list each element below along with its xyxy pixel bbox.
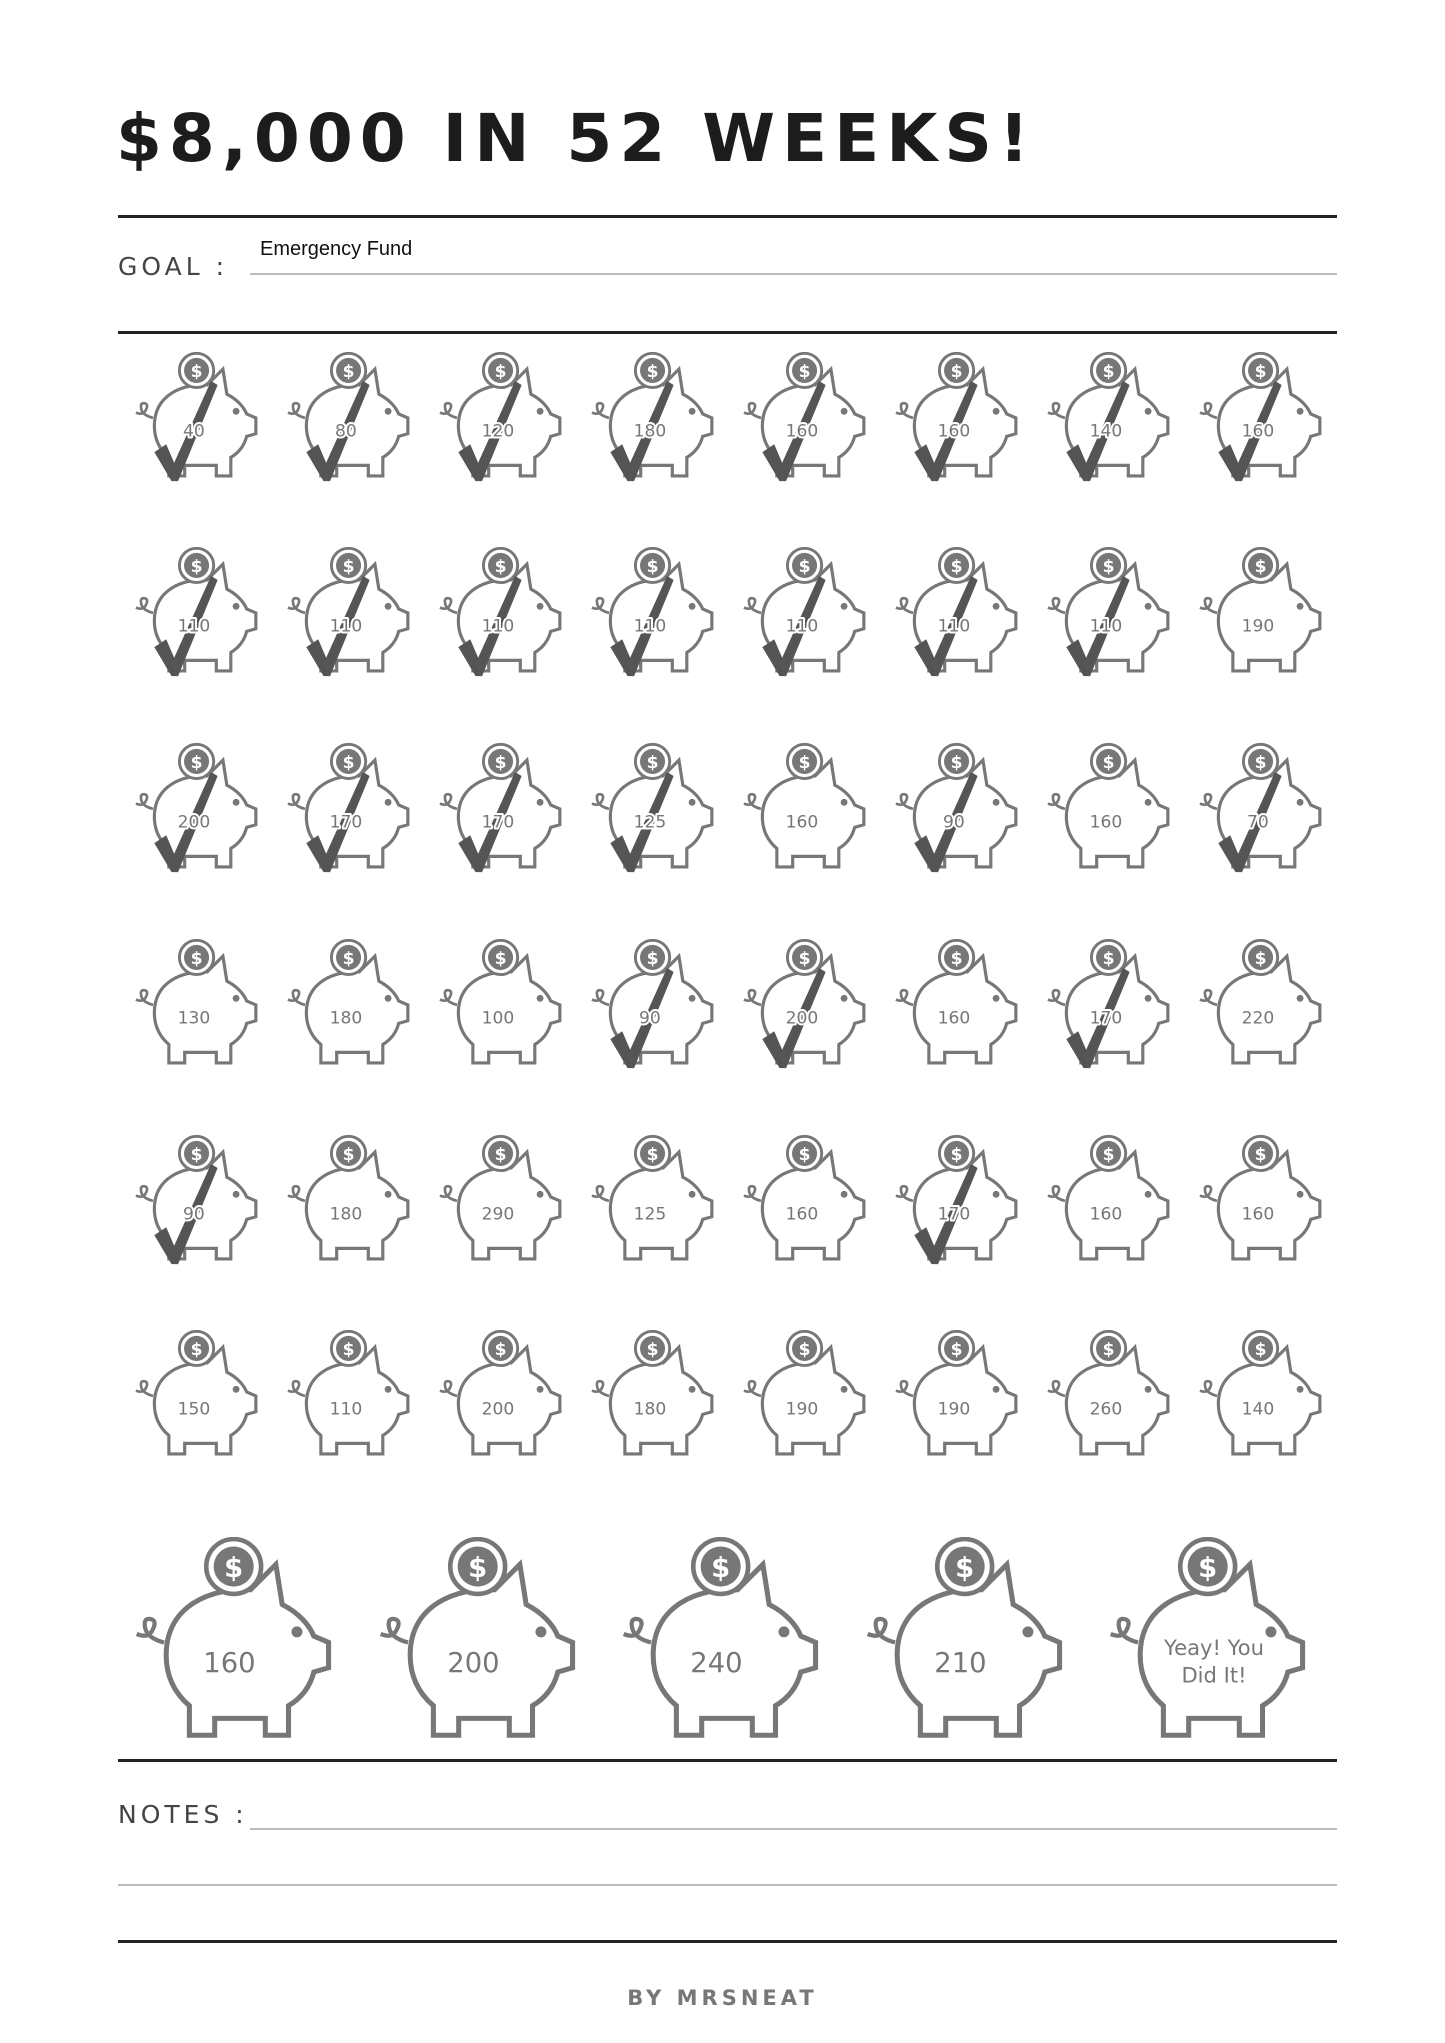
week-amount: 110: [329, 1399, 362, 1420]
dollar-sign: $: [494, 949, 507, 970]
week-amount: 190: [937, 1399, 970, 1420]
week-amount: 170: [481, 812, 514, 833]
dollar-sign: $: [1102, 1145, 1115, 1166]
week-amount: 190: [1241, 616, 1274, 637]
piggy-bank[interactable]: [1040, 1135, 1185, 1267]
tail-icon: [135, 1186, 152, 1201]
week-amount: 110: [481, 616, 514, 637]
tail-icon: [1111, 1618, 1138, 1642]
piggy-bank[interactable]: [611, 1537, 843, 1748]
tail-icon: [591, 990, 608, 1005]
tail-icon: [1047, 794, 1064, 809]
pig-eye-icon: [992, 603, 999, 610]
dollar-sign: $: [342, 753, 355, 774]
tail-icon: [743, 990, 760, 1005]
piggy-bank[interactable]: [280, 743, 425, 875]
piggy-bank[interactable]: [888, 547, 1033, 679]
dollar-sign: $: [494, 1145, 507, 1166]
week-amount: 260: [1089, 1399, 1122, 1420]
week-amount: 180: [329, 1204, 362, 1225]
pig-eye-icon: [232, 799, 239, 806]
week-amount: 170: [937, 1204, 970, 1225]
tail-icon: [591, 1381, 608, 1396]
pig-eye-icon: [688, 995, 695, 1002]
tail-icon: [439, 1186, 456, 1201]
tail-icon: [743, 1381, 760, 1396]
dollar-sign: $: [950, 753, 963, 774]
pig-eye-icon: [291, 1626, 302, 1637]
dollar-sign: $: [342, 1145, 355, 1166]
dollar-sign: $: [646, 557, 659, 578]
tail-icon: [287, 403, 304, 418]
tail-icon: [135, 1381, 152, 1396]
week-amount: 240: [690, 1647, 743, 1679]
piggy-bank[interactable]: [128, 547, 273, 679]
piggy-bank[interactable]: [432, 743, 577, 875]
piggy-bank[interactable]: [128, 939, 273, 1071]
dollar-sign: $: [950, 1340, 963, 1361]
piggy-bank[interactable]: [584, 743, 729, 875]
tail-icon: [287, 990, 304, 1005]
tail-icon: [1047, 1381, 1064, 1396]
week-amount: 110: [633, 616, 666, 637]
pig-eye-icon: [1296, 1191, 1303, 1198]
pig-eye-icon: [536, 1386, 543, 1393]
pig-eye-icon: [992, 1386, 999, 1393]
piggy-bank[interactable]: [280, 939, 425, 1071]
pig-eye-icon: [384, 799, 391, 806]
pig-eye-icon: [688, 1191, 695, 1198]
dollar-sign: $: [190, 557, 203, 578]
tail-icon: [743, 794, 760, 809]
week-amount: 160: [1089, 1204, 1122, 1225]
piggy-bank[interactable]: [432, 939, 577, 1071]
dollar-sign: $: [1102, 557, 1115, 578]
piggy-bank[interactable]: [1192, 1135, 1337, 1267]
pig-eye-icon: [232, 1386, 239, 1393]
tail-icon: [287, 598, 304, 613]
divider: [118, 1940, 1337, 1943]
pig-eye-icon: [1144, 799, 1151, 806]
divider: [118, 331, 1337, 334]
piggy-bank[interactable]: [736, 352, 881, 484]
tail-icon: [1199, 403, 1216, 418]
pig-eye-icon: [840, 799, 847, 806]
dollar-sign: $: [646, 753, 659, 774]
tail-icon: [439, 1381, 456, 1396]
dollar-sign: $: [950, 362, 963, 383]
piggy-bank[interactable]: [280, 547, 425, 679]
dollar-sign: $: [342, 949, 355, 970]
footer-brand: BY MRSNEAT: [627, 1986, 818, 2010]
week-amount: 90: [638, 1008, 661, 1029]
piggy-bank[interactable]: [128, 352, 273, 484]
piggy-bank[interactable]: [888, 1330, 1033, 1462]
dollar-sign: $: [798, 1145, 811, 1166]
dollar-sign: $: [190, 1145, 203, 1166]
week-amount: 125: [633, 812, 666, 833]
week-amount: 160: [1089, 812, 1122, 833]
pig-eye-icon: [1144, 408, 1151, 415]
dollar-sign: $: [1102, 753, 1115, 774]
dollar-sign: $: [1254, 949, 1267, 970]
week-amount: 90: [182, 1204, 205, 1225]
tail-icon: [135, 403, 152, 418]
piggy-bank[interactable]: [888, 1135, 1033, 1267]
tail-icon: [591, 403, 608, 418]
pig-eye-icon: [688, 1386, 695, 1393]
piggy-bank[interactable]: [1040, 743, 1185, 875]
pig-eye-icon: [232, 603, 239, 610]
tail-icon: [1199, 598, 1216, 613]
tail-icon: [380, 1618, 407, 1642]
pig-eye-icon: [232, 995, 239, 1002]
dollar-sign: $: [190, 362, 203, 383]
week-amount: 90: [942, 812, 965, 833]
tail-icon: [1047, 990, 1064, 1005]
dollar-sign: $: [646, 1340, 659, 1361]
tail-icon: [743, 1186, 760, 1201]
tail-icon: [624, 1618, 651, 1642]
pig-eye-icon: [1144, 1191, 1151, 1198]
piggy-bank[interactable]: [432, 547, 577, 679]
piggy-bank[interactable]: [584, 939, 729, 1071]
tail-icon: [743, 403, 760, 418]
piggy-bank[interactable]: [1192, 939, 1337, 1071]
dollar-sign: $: [1254, 362, 1267, 383]
pig-eye-icon: [1296, 1386, 1303, 1393]
week-amount: 200: [177, 812, 210, 833]
page-title: $8,000 IN 52 WEEKS!: [116, 100, 1037, 177]
tail-icon: [439, 403, 456, 418]
week-amount: 110: [177, 616, 210, 637]
piggy-bank[interactable]: [736, 1135, 881, 1267]
dollar-sign: $: [798, 753, 811, 774]
tail-icon: [867, 1618, 894, 1642]
dollar-sign: $: [494, 1340, 507, 1361]
dollar-sign: $: [1102, 949, 1115, 970]
piggy-bank[interactable]: [1040, 1330, 1185, 1462]
piggy-bank[interactable]: [1040, 547, 1185, 679]
week-amount: 160: [785, 421, 818, 442]
dollar-sign: $: [711, 1552, 731, 1584]
piggy-bank[interactable]: [128, 743, 273, 875]
week-amount: 130: [177, 1008, 210, 1029]
pig-eye-icon: [1022, 1626, 1033, 1637]
tail-icon: [287, 1186, 304, 1201]
piggy-bank[interactable]: [1040, 352, 1185, 484]
pig-eye-icon: [536, 799, 543, 806]
piggy-bank[interactable]: [1040, 939, 1185, 1071]
tail-icon: [287, 794, 304, 809]
dollar-sign: $: [467, 1552, 487, 1584]
dollar-sign: $: [494, 753, 507, 774]
week-amount: 160: [785, 1204, 818, 1225]
piggy-bank[interactable]: [855, 1537, 1087, 1748]
week-amount: 200: [446, 1647, 500, 1679]
dollar-sign: $: [798, 557, 811, 578]
pig-eye-icon: [1296, 408, 1303, 415]
tail-icon: [135, 990, 152, 1005]
dollar-sign: $: [1102, 1340, 1115, 1361]
dollar-sign: $: [224, 1552, 244, 1584]
dollar-sign: $: [646, 949, 659, 970]
pig-eye-icon: [1296, 799, 1303, 806]
goal-label: GOAL :: [118, 252, 229, 281]
dollar-sign: $: [646, 1145, 659, 1166]
done-message-line2: Did It!: [1181, 1662, 1247, 1688]
piggy-bank[interactable]: [432, 352, 577, 484]
tail-icon: [895, 990, 912, 1005]
week-amount: 120: [481, 421, 514, 442]
piggy-bank[interactable]: [280, 352, 425, 484]
goal-value[interactable]: Emergency Fund: [260, 238, 413, 260]
piggy-bank[interactable]: [736, 743, 881, 875]
tail-icon: [895, 403, 912, 418]
pig-eye-icon: [536, 603, 543, 610]
pig-eye-icon: [1265, 1626, 1276, 1637]
week-amount: 210: [933, 1647, 987, 1679]
pig-eye-icon: [384, 1386, 391, 1393]
piggy-bank[interactable]: [128, 1330, 273, 1462]
piggy-bank[interactable]: [280, 1135, 425, 1267]
week-amount: 150: [177, 1399, 210, 1420]
dollar-sign: $: [342, 362, 355, 383]
pig-eye-icon: [840, 408, 847, 415]
piggy-bank[interactable]: [584, 547, 729, 679]
pig-eye-icon: [840, 1386, 847, 1393]
piggy-bank[interactable]: [1192, 743, 1337, 875]
dollar-sign: $: [1254, 1340, 1267, 1361]
week-amount: 200: [785, 1008, 818, 1029]
pig-eye-icon: [840, 1191, 847, 1198]
dollar-sign: $: [798, 362, 811, 383]
notes-line[interactable]: [250, 1828, 1337, 1830]
piggy-bank[interactable]: [584, 1330, 729, 1462]
notes-line[interactable]: [118, 1884, 1337, 1886]
divider: [118, 1759, 1337, 1762]
dollar-sign: $: [798, 949, 811, 970]
tail-icon: [1047, 403, 1064, 418]
piggy-bank[interactable]: [1098, 1537, 1330, 1748]
week-amount: 190: [785, 1399, 818, 1420]
week-amount: 170: [329, 812, 362, 833]
week-amount: 110: [937, 616, 970, 637]
divider: [118, 215, 1337, 218]
dollar-sign: $: [190, 753, 203, 774]
piggy-bank[interactable]: [888, 743, 1033, 875]
tail-icon: [137, 1618, 164, 1642]
pig-eye-icon: [232, 1191, 239, 1198]
week-amount: 110: [329, 616, 362, 637]
dollar-sign: $: [1254, 557, 1267, 578]
pig-eye-icon: [536, 995, 543, 1002]
week-amount: 40: [182, 421, 205, 442]
piggy-bank[interactable]: [432, 1135, 577, 1267]
week-amount: 70: [1246, 812, 1269, 833]
week-amount: 160: [785, 812, 818, 833]
dollar-sign: $: [190, 1340, 203, 1361]
tail-icon: [287, 1381, 304, 1396]
tail-icon: [1047, 1186, 1064, 1201]
week-amount: 160: [1241, 421, 1274, 442]
tail-icon: [1199, 1381, 1216, 1396]
pig-eye-icon: [992, 799, 999, 806]
piggy-bank[interactable]: [736, 1330, 881, 1462]
pig-eye-icon: [1144, 1386, 1151, 1393]
tail-icon: [1199, 794, 1216, 809]
week-amount: 160: [1241, 1204, 1274, 1225]
tail-icon: [895, 598, 912, 613]
piggy-bank[interactable]: [432, 1330, 577, 1462]
tail-icon: [135, 794, 152, 809]
pig-eye-icon: [384, 995, 391, 1002]
piggy-bank[interactable]: [124, 1537, 356, 1748]
piggy-bank[interactable]: [1192, 547, 1337, 679]
pig-eye-icon: [992, 408, 999, 415]
week-amount: 160: [937, 1008, 970, 1029]
tail-icon: [135, 598, 152, 613]
piggy-bank[interactable]: [888, 352, 1033, 484]
piggy-bank[interactable]: [128, 1135, 273, 1267]
pig-eye-icon: [535, 1626, 546, 1637]
piggy-bank[interactable]: [1192, 1330, 1337, 1462]
dollar-sign: $: [1254, 753, 1267, 774]
week-amount: 140: [1241, 1399, 1274, 1420]
dollar-sign: $: [494, 362, 507, 383]
notes-label: NOTES :: [118, 1800, 248, 1829]
tail-icon: [1199, 1186, 1216, 1201]
week-amount: 290: [481, 1204, 514, 1225]
week-amount: 170: [1089, 1008, 1122, 1029]
piggy-bank[interactable]: [736, 939, 881, 1071]
pig-eye-icon: [778, 1626, 789, 1637]
pig-eye-icon: [1144, 603, 1151, 610]
piggy-bank[interactable]: [736, 547, 881, 679]
pig-eye-icon: [688, 603, 695, 610]
piggy-bank[interactable]: [368, 1537, 600, 1748]
tail-icon: [439, 598, 456, 613]
pig-eye-icon: [1296, 995, 1303, 1002]
week-amount: 140: [1089, 421, 1122, 442]
dollar-sign: $: [798, 1340, 811, 1361]
tail-icon: [895, 1381, 912, 1396]
week-amount: 200: [481, 1399, 514, 1420]
tail-icon: [895, 1186, 912, 1201]
tail-icon: [895, 794, 912, 809]
tail-icon: [591, 794, 608, 809]
pig-eye-icon: [1144, 995, 1151, 1002]
piggy-bank[interactable]: [584, 352, 729, 484]
week-amount: 125: [633, 1204, 666, 1225]
dollar-sign: $: [342, 557, 355, 578]
done-message-line1: Yeay! You: [1164, 1634, 1264, 1660]
week-amount: 110: [785, 616, 818, 637]
goal-line: [250, 273, 1337, 275]
dollar-sign: $: [1254, 1145, 1267, 1166]
week-amount: 220: [1241, 1008, 1274, 1029]
week-amount: 110: [1089, 616, 1122, 637]
tail-icon: [1047, 598, 1064, 613]
piggy-bank[interactable]: [584, 1135, 729, 1267]
pig-eye-icon: [840, 995, 847, 1002]
pig-eye-icon: [384, 408, 391, 415]
week-amount: 160: [937, 421, 970, 442]
piggy-bank[interactable]: [280, 1330, 425, 1462]
dollar-sign: $: [950, 1145, 963, 1166]
pig-eye-icon: [384, 603, 391, 610]
week-amount: 180: [633, 421, 666, 442]
week-amount: 180: [633, 1399, 666, 1420]
dollar-sign: $: [950, 557, 963, 578]
dollar-sign: $: [954, 1552, 974, 1584]
tail-icon: [591, 1186, 608, 1201]
dollar-sign: $: [950, 949, 963, 970]
tail-icon: [591, 598, 608, 613]
pig-eye-icon: [688, 408, 695, 415]
week-amount: 180: [329, 1008, 362, 1029]
dollar-sign: $: [1198, 1552, 1218, 1584]
pig-eye-icon: [688, 799, 695, 806]
tail-icon: [439, 990, 456, 1005]
pig-eye-icon: [536, 408, 543, 415]
pig-eye-icon: [232, 408, 239, 415]
dollar-sign: $: [646, 362, 659, 383]
pig-eye-icon: [992, 1191, 999, 1198]
tail-icon: [743, 598, 760, 613]
pig-eye-icon: [384, 1191, 391, 1198]
week-amount: 160: [203, 1647, 256, 1679]
piggy-bank[interactable]: [1192, 352, 1337, 484]
tail-icon: [439, 794, 456, 809]
dollar-sign: $: [494, 557, 507, 578]
piggy-bank[interactable]: [888, 939, 1033, 1071]
pig-eye-icon: [992, 995, 999, 1002]
week-amount: 100: [481, 1008, 514, 1029]
week-amount: 80: [334, 421, 357, 442]
dollar-sign: $: [190, 949, 203, 970]
dollar-sign: $: [342, 1340, 355, 1361]
pig-eye-icon: [536, 1191, 543, 1198]
tail-icon: [1199, 990, 1216, 1005]
dollar-sign: $: [1102, 362, 1115, 383]
pig-eye-icon: [1296, 603, 1303, 610]
pig-eye-icon: [840, 603, 847, 610]
